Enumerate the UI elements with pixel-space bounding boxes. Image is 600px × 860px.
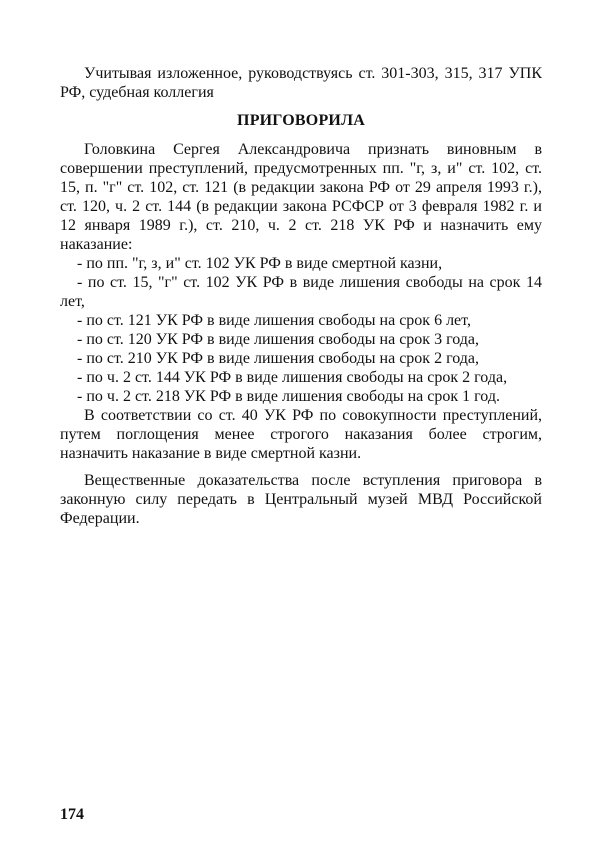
- sentence-list: [60, 254, 542, 406]
- sentence-item: - по ст. 121 УК РФ в виде лишения свободы на срок 6 лет,: [77, 312, 471, 329]
- paragraph-gap: [60, 463, 542, 471]
- sentence-item: - по ч. 2 ст. 144 УК РФ в виде лишения свободы на срок 2 года,: [77, 369, 508, 386]
- aggregate-sentence-paragraph: В соответствии со ст. 40 УК РФ по совокупности преступлений, путем поглощения менее строгого наказания более строгим, назначить наказание в виде смертной казни.: [60, 407, 542, 462]
- page-number: 174: [60, 806, 84, 823]
- sentence-item: - по ст. 120 УК РФ в виде лишения свободы на срок 3 года,: [77, 331, 480, 348]
- sentence-item: - по ч. 2 ст. 218 УК РФ в виде лишения свободы на срок 1 год.: [77, 388, 500, 405]
- verdict-title: ПРИГОВОРИЛА: [237, 112, 365, 129]
- intro-paragraph: Учитывая изложенное, руководствуясь ст. 301-303, 315, 317 УПК РФ, судебная коллегия: [60, 65, 542, 101]
- sentence-item: - по ст. 15, "г" ст. 102 УК РФ в виде лишения свободы на срок 14 лет,: [60, 274, 542, 310]
- document-body: [60, 64, 542, 528]
- verdict-paragraph: Головкина Сергея Александровича признать виновным в совершении преступлений, предусмотренных пп. "г, з, и" ст. 102, ст. 15, п. "г" ст. 102, ст. 121 (в редакции закона РФ от 29 апреля 1993 г.), ст. 120, ч. 2 ст. 144 (в редакции закона РСФСР от 3 февраля 1982 г. и 12 января 1989 г.), ст. 210, ч. 2 ст. 218 УК РФ и назначить ему наказание:: [60, 141, 542, 253]
- sentence-item: - по ст. 210 УК РФ в виде лишения свободы на срок 2 года,: [77, 350, 480, 367]
- evidence-paragraph: Вещественные доказательства после вступления приговора в законную силу передать в Центральный музей МВД Российской Федерации.: [60, 472, 542, 527]
- sentence-item: - по пп. "г, з, и" ст. 102 УК РФ в виде смертной казни,: [77, 255, 443, 272]
